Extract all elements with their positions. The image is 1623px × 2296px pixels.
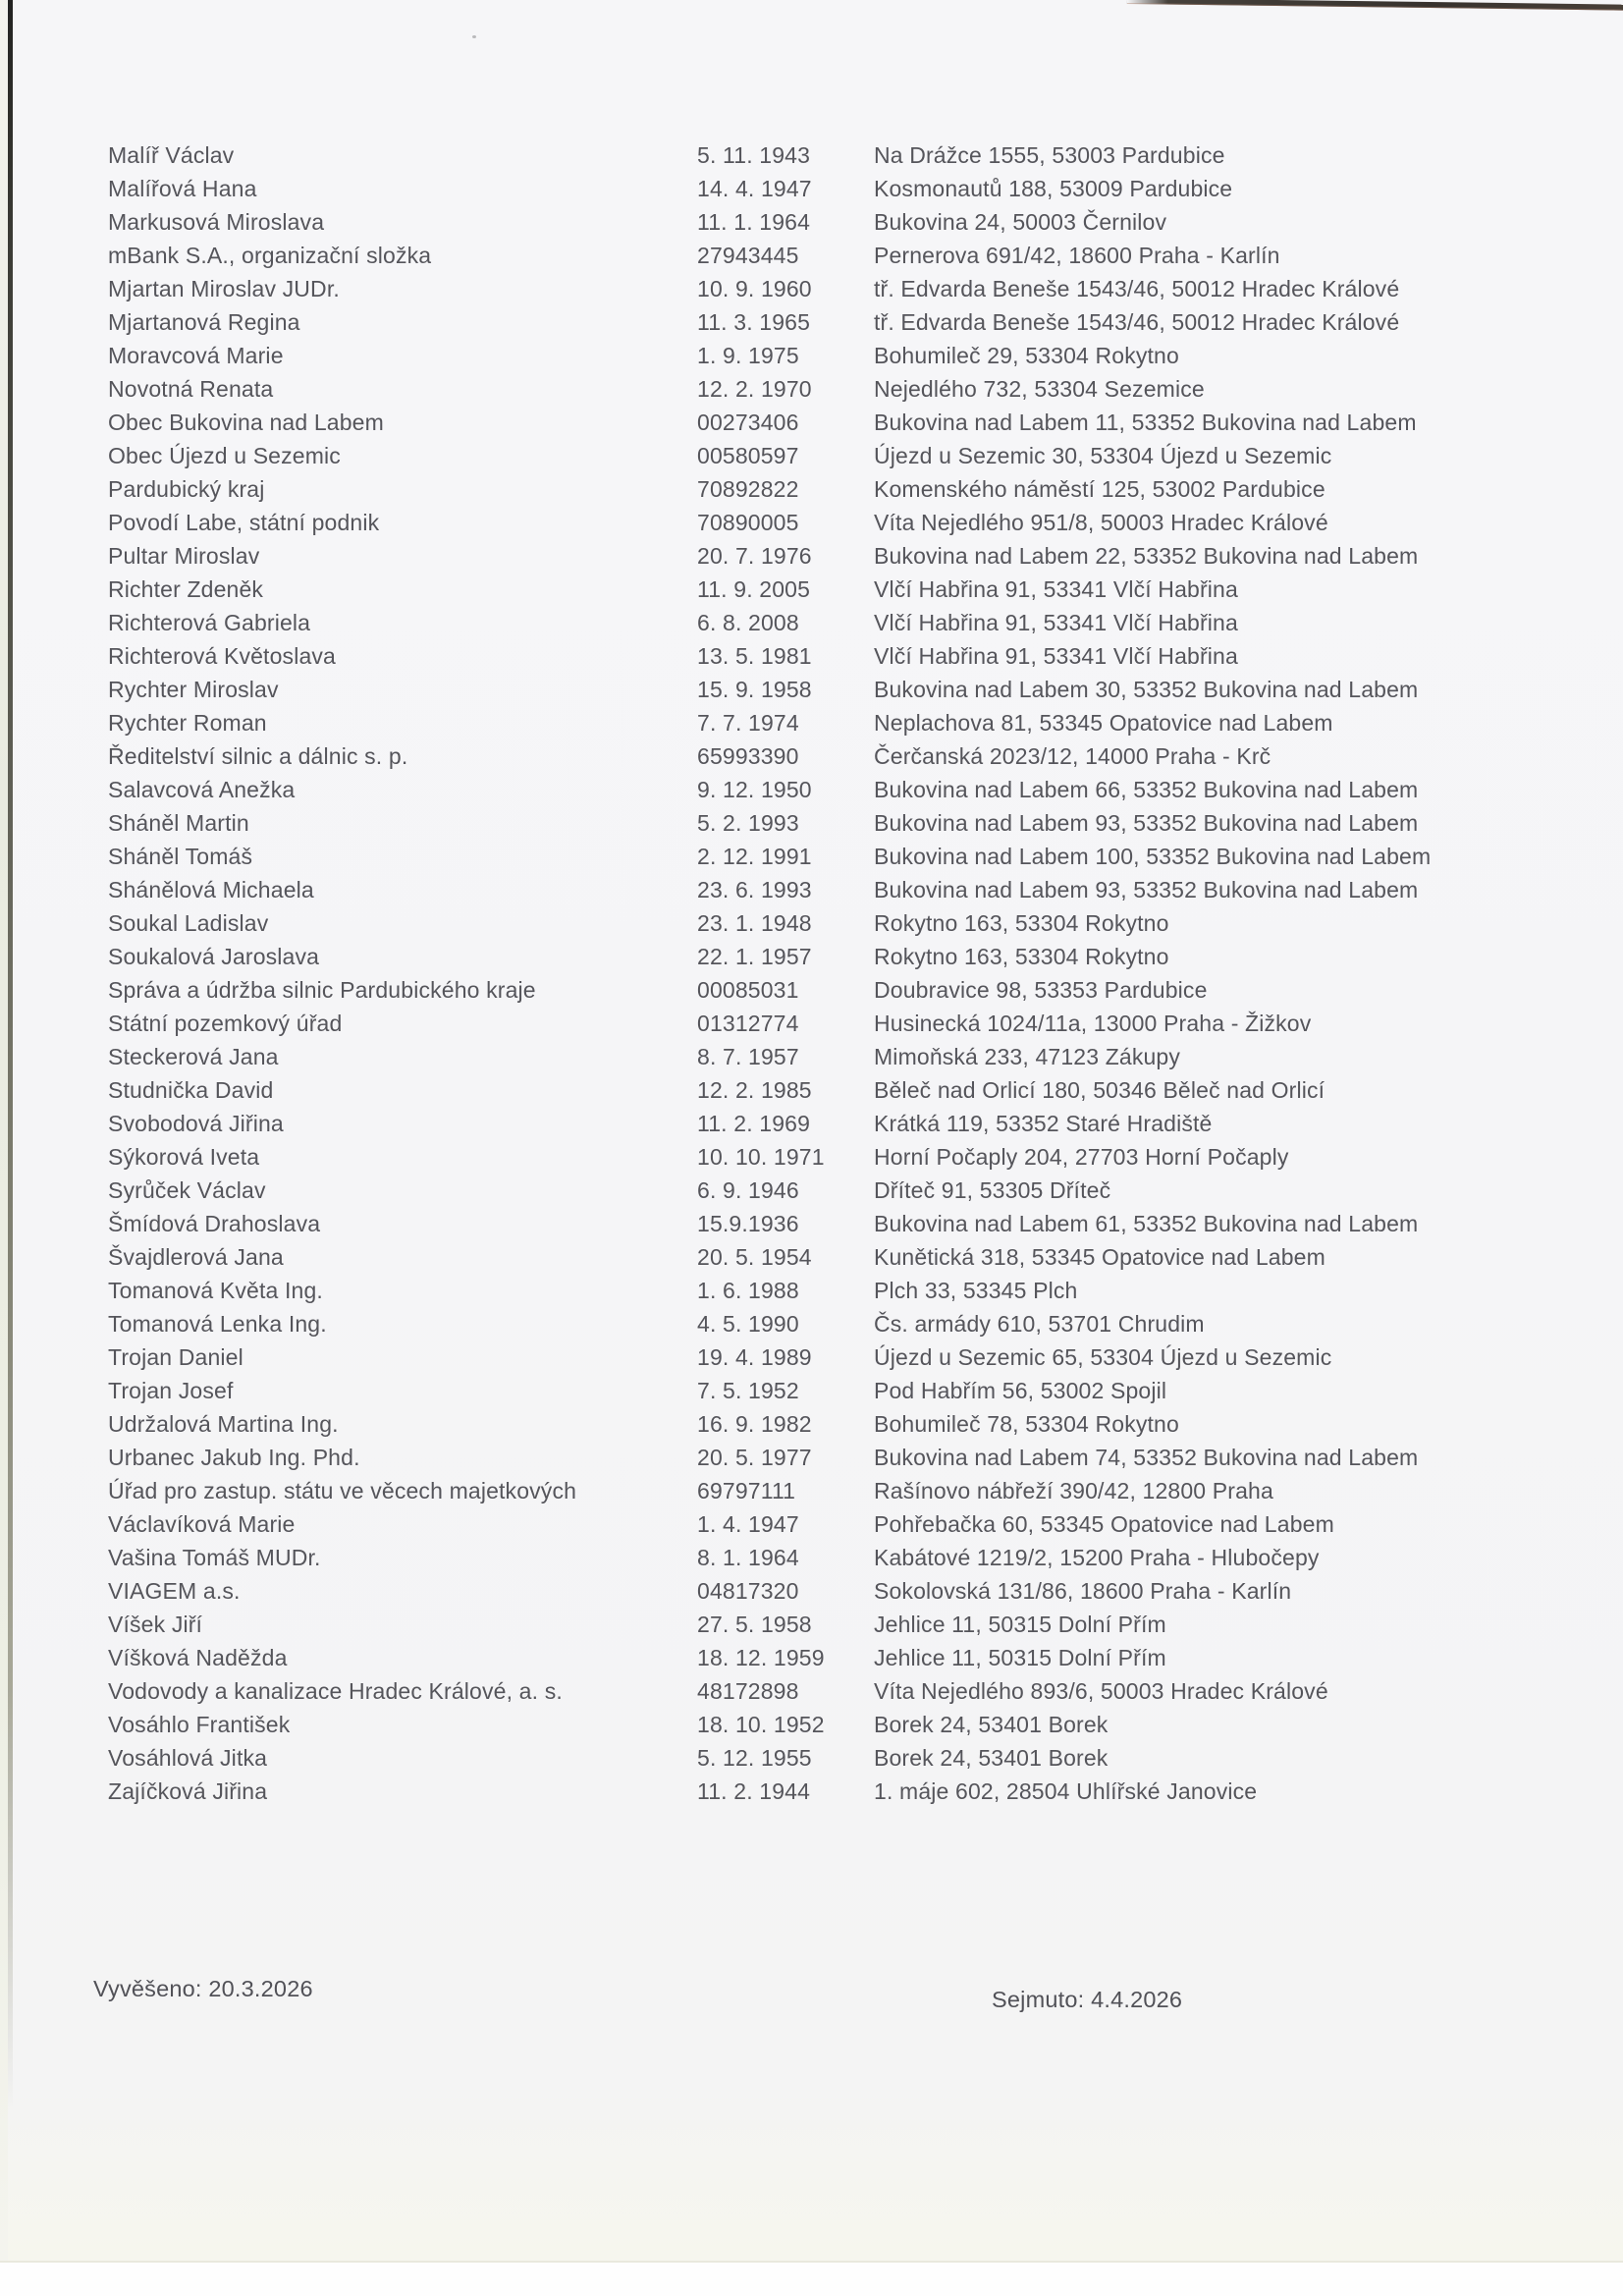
record-name: Udržalová Martina Ing. bbox=[108, 1411, 339, 1437]
record-row bbox=[0, 673, 1623, 706]
record-name: Trojan Josef bbox=[108, 1378, 234, 1403]
record-birthdate-or-ico: 48172898 bbox=[697, 1678, 799, 1704]
record-row bbox=[0, 806, 1623, 840]
record-address: Kabátové 1219/2, 15200 Praha - Hlubočepy bbox=[874, 1545, 1320, 1570]
record-name: Shánělová Michaela bbox=[108, 877, 314, 902]
record-row bbox=[0, 1775, 1623, 1808]
record-row bbox=[0, 1007, 1623, 1040]
record-address: Bukovina nad Labem 66, 53352 Bukovina nad Labem bbox=[874, 777, 1419, 802]
record-address: Plch 33, 53345 Plch bbox=[874, 1278, 1078, 1303]
record-birthdate-or-ico: 16. 9. 1982 bbox=[697, 1411, 812, 1437]
record-address: Újezd u Sezemic 65, 53304 Újezd u Sezemic bbox=[874, 1344, 1332, 1370]
record-address: Bukovina nad Labem 22, 53352 Bukovina nad Labem bbox=[874, 543, 1419, 569]
record-row bbox=[0, 272, 1623, 305]
record-name: Novotná Renata bbox=[108, 376, 274, 402]
record-address: Bukovina nad Labem 93, 53352 Bukovina nad Labem bbox=[874, 810, 1419, 836]
record-row bbox=[0, 172, 1623, 205]
record-row bbox=[0, 573, 1623, 606]
record-name: Tomanová Lenka Ing. bbox=[108, 1311, 327, 1337]
record-birthdate-or-ico: 19. 4. 1989 bbox=[697, 1344, 812, 1370]
record-birthdate-or-ico: 27. 5. 1958 bbox=[697, 1612, 812, 1637]
record-name: Sháněl Tomáš bbox=[108, 844, 253, 869]
record-birthdate-or-ico: 01312774 bbox=[697, 1011, 799, 1036]
record-birthdate-or-ico: 11. 1. 1964 bbox=[697, 209, 811, 235]
record-address: Pohřebačka 60, 53345 Opatovice nad Labem bbox=[874, 1511, 1334, 1537]
record-row bbox=[0, 439, 1623, 472]
record-name: Urbanec Jakub Ing. Phd. bbox=[108, 1445, 360, 1470]
record-address: Jehlice 11, 50315 Dolní Přím bbox=[874, 1612, 1166, 1637]
record-name: Malířová Hana bbox=[108, 176, 257, 201]
record-birthdate-or-ico: 6. 9. 1946 bbox=[697, 1177, 799, 1203]
record-birthdate-or-ico: 8. 1. 1964 bbox=[697, 1545, 799, 1570]
record-row bbox=[0, 1274, 1623, 1307]
record-birthdate-or-ico: 14. 4. 1947 bbox=[697, 176, 812, 201]
record-name: Mjartan Miroslav JUDr. bbox=[108, 276, 340, 301]
record-name: Studnička David bbox=[108, 1077, 274, 1103]
record-address: Běleč nad Orlicí 180, 50346 Běleč nad Orlicí bbox=[874, 1077, 1325, 1103]
record-row bbox=[0, 406, 1623, 439]
record-name: Rychter Miroslav bbox=[108, 677, 279, 702]
record-row bbox=[0, 1140, 1623, 1174]
scan-artifact-speck bbox=[472, 35, 476, 38]
record-address: Borek 24, 53401 Borek bbox=[874, 1745, 1109, 1771]
record-address: Pod Habřím 56, 53002 Spojil bbox=[874, 1378, 1167, 1403]
record-name: Obec Újezd u Sezemic bbox=[108, 443, 341, 468]
record-address: Víta Nejedlého 951/8, 50003 Hradec Králové bbox=[874, 510, 1328, 535]
record-name: Víšková Naděžda bbox=[108, 1645, 288, 1670]
record-birthdate-or-ico: 13. 5. 1981 bbox=[697, 643, 812, 669]
record-birthdate-or-ico: 04817320 bbox=[697, 1578, 799, 1604]
record-name: Státní pozemkový úřad bbox=[108, 1011, 343, 1036]
record-name: Richterová Gabriela bbox=[108, 610, 311, 635]
record-address: Víta Nejedlého 893/6, 50003 Hradec Králové bbox=[874, 1678, 1328, 1704]
record-address: Kosmonautů 188, 53009 Pardubice bbox=[874, 176, 1233, 201]
record-name: Pardubický kraj bbox=[108, 476, 265, 502]
record-address: Bukovina nad Labem 93, 53352 Bukovina nad Labem bbox=[874, 877, 1419, 902]
record-row bbox=[0, 940, 1623, 973]
record-name: Syrůček Václav bbox=[108, 1177, 266, 1203]
record-birthdate-or-ico: 15. 9. 1958 bbox=[697, 677, 812, 702]
record-name: Richter Zdeněk bbox=[108, 576, 264, 602]
record-address: Rokytno 163, 53304 Rokytno bbox=[874, 944, 1169, 969]
record-birthdate-or-ico: 12. 2. 1970 bbox=[697, 376, 812, 402]
record-row bbox=[0, 1608, 1623, 1641]
record-address: Rašínovo nábřeží 390/42, 12800 Praha bbox=[874, 1478, 1273, 1503]
record-row bbox=[0, 706, 1623, 739]
record-birthdate-or-ico: 18. 12. 1959 bbox=[697, 1645, 825, 1670]
record-name: Sháněl Martin bbox=[108, 810, 249, 836]
record-address: Doubravice 98, 53353 Pardubice bbox=[874, 977, 1208, 1003]
record-row bbox=[0, 639, 1623, 673]
record-row bbox=[0, 773, 1623, 806]
record-name: Vosáhlová Jitka bbox=[108, 1745, 268, 1771]
record-row bbox=[0, 539, 1623, 573]
record-birthdate-or-ico: 1. 6. 1988 bbox=[697, 1278, 799, 1303]
record-address: Bukovina nad Labem 61, 53352 Bukovina nad Labem bbox=[874, 1211, 1419, 1236]
record-address: Čs. armády 610, 53701 Chrudim bbox=[874, 1311, 1205, 1337]
record-name: Soukalová Jaroslava bbox=[108, 944, 320, 969]
record-birthdate-or-ico: 23. 6. 1993 bbox=[697, 877, 812, 902]
record-address: 1. máje 602, 28504 Uhlířské Janovice bbox=[874, 1778, 1258, 1804]
record-birthdate-or-ico: 20. 5. 1954 bbox=[697, 1244, 812, 1270]
record-name: Švajdlerová Jana bbox=[108, 1244, 284, 1270]
record-row bbox=[0, 205, 1623, 239]
record-address: Borek 24, 53401 Borek bbox=[874, 1712, 1109, 1737]
record-address: Dříteč 91, 53305 Dříteč bbox=[874, 1177, 1111, 1203]
record-name: Ředitelství silnic a dálnic s. p. bbox=[108, 743, 408, 769]
record-birthdate-or-ico: 12. 2. 1985 bbox=[697, 1077, 812, 1103]
record-row bbox=[0, 1307, 1623, 1340]
record-name: Vašina Tomáš MUDr. bbox=[108, 1545, 321, 1570]
record-address: Mimoňská 233, 47123 Zákupy bbox=[874, 1044, 1181, 1069]
record-address: Bukovina nad Labem 74, 53352 Bukovina nad Labem bbox=[874, 1445, 1419, 1470]
scanner-background bbox=[0, 2263, 1623, 2296]
record-address: Nejedlého 732, 53304 Sezemice bbox=[874, 376, 1205, 402]
record-name: Víšek Jiří bbox=[108, 1612, 203, 1637]
record-birthdate-or-ico: 15.9.1936 bbox=[697, 1211, 799, 1236]
record-birthdate-or-ico: 11. 3. 1965 bbox=[697, 309, 811, 335]
record-birthdate-or-ico: 5. 11. 1943 bbox=[697, 142, 811, 168]
record-row bbox=[0, 1407, 1623, 1441]
record-name: VIAGEM a.s. bbox=[108, 1578, 241, 1604]
record-name: Trojan Daniel bbox=[108, 1344, 243, 1370]
record-birthdate-or-ico: 7. 5. 1952 bbox=[697, 1378, 799, 1403]
footer bbox=[0, 1976, 1623, 2035]
record-birthdate-or-ico: 69797111 bbox=[697, 1478, 796, 1503]
record-row bbox=[0, 1507, 1623, 1541]
record-address: tř. Edvarda Beneše 1543/46, 50012 Hradec Králové bbox=[874, 276, 1400, 301]
record-address: Jehlice 11, 50315 Dolní Přím bbox=[874, 1645, 1166, 1670]
record-birthdate-or-ico: 5. 12. 1955 bbox=[697, 1745, 812, 1771]
record-name: Šmídová Drahoslava bbox=[108, 1211, 321, 1236]
record-address: Bukovina nad Labem 11, 53352 Bukovina nad Labem bbox=[874, 410, 1417, 435]
record-row bbox=[0, 973, 1623, 1007]
record-row bbox=[0, 906, 1623, 940]
record-row bbox=[0, 1240, 1623, 1274]
removed-date: Sejmuto: 4.4.2026 bbox=[992, 1987, 1183, 2012]
record-birthdate-or-ico: 65993390 bbox=[697, 743, 799, 769]
record-row bbox=[0, 1107, 1623, 1140]
record-name: Zajíčková Jiřina bbox=[108, 1778, 268, 1804]
record-birthdate-or-ico: 11. 9. 2005 bbox=[697, 576, 811, 602]
record-address: Komenského náměstí 125, 53002 Pardubice bbox=[874, 476, 1325, 502]
record-address: tř. Edvarda Beneše 1543/46, 50012 Hradec Králové bbox=[874, 309, 1400, 335]
posted-date: Vyvěšeno: 20.3.2026 bbox=[93, 1976, 313, 2001]
record-name: Sýkorová Iveta bbox=[108, 1144, 260, 1170]
record-name: Soukal Ladislav bbox=[108, 910, 269, 936]
record-row bbox=[0, 372, 1623, 406]
record-birthdate-or-ico: 11. 2. 1969 bbox=[697, 1111, 811, 1136]
record-name: Správa a údržba silnic Pardubického kraje bbox=[108, 977, 536, 1003]
record-row bbox=[0, 840, 1623, 873]
record-birthdate-or-ico: 20. 7. 1976 bbox=[697, 543, 812, 569]
record-address: Vlčí Habřina 91, 53341 Vlčí Habřina bbox=[874, 643, 1238, 669]
record-address: Bohumileč 78, 53304 Rokytno bbox=[874, 1411, 1179, 1437]
record-name: Mjartanová Regina bbox=[108, 309, 300, 335]
record-birthdate-or-ico: 00085031 bbox=[697, 977, 799, 1003]
record-row bbox=[0, 1374, 1623, 1407]
record-name: Markusová Miroslava bbox=[108, 209, 325, 235]
record-row bbox=[0, 606, 1623, 639]
record-address: Čerčanská 2023/12, 14000 Praha - Krč bbox=[874, 743, 1271, 769]
record-birthdate-or-ico: 1. 9. 1975 bbox=[697, 343, 799, 368]
record-name: Svobodová Jiřina bbox=[108, 1111, 284, 1136]
record-row bbox=[0, 339, 1623, 372]
record-birthdate-or-ico: 4. 5. 1990 bbox=[697, 1311, 799, 1337]
record-row bbox=[0, 1073, 1623, 1107]
record-name: Povodí Labe, státní podnik bbox=[108, 510, 380, 535]
record-name: Malíř Václav bbox=[108, 142, 235, 168]
records-list bbox=[0, 138, 1623, 1808]
record-name: Moravcová Marie bbox=[108, 343, 284, 368]
record-address: Pernerova 691/42, 18600 Praha - Karlín bbox=[874, 243, 1280, 268]
record-birthdate-or-ico: 10. 10. 1971 bbox=[697, 1144, 825, 1170]
record-row bbox=[0, 138, 1623, 172]
record-birthdate-or-ico: 00273406 bbox=[697, 410, 799, 435]
record-row bbox=[0, 1641, 1623, 1674]
record-row bbox=[0, 1340, 1623, 1374]
record-address: Krátká 119, 53352 Staré Hradiště bbox=[874, 1111, 1213, 1136]
record-name: Pultar Miroslav bbox=[108, 543, 260, 569]
record-birthdate-or-ico: 5. 2. 1993 bbox=[697, 810, 799, 836]
record-row bbox=[0, 1541, 1623, 1574]
record-birthdate-or-ico: 00580597 bbox=[697, 443, 799, 468]
record-row bbox=[0, 305, 1623, 339]
record-birthdate-or-ico: 27943445 bbox=[697, 243, 799, 268]
record-name: Úřad pro zastup. státu ve věcech majetkových bbox=[108, 1478, 577, 1503]
record-birthdate-or-ico: 20. 5. 1977 bbox=[697, 1445, 812, 1470]
record-row bbox=[0, 1040, 1623, 1073]
record-address: Neplachova 81, 53345 Opatovice nad Labem bbox=[874, 710, 1333, 736]
record-row bbox=[0, 1174, 1623, 1207]
record-row bbox=[0, 239, 1623, 272]
record-row bbox=[0, 1207, 1623, 1240]
record-birthdate-or-ico: 2. 12. 1991 bbox=[697, 844, 812, 869]
record-address: Kunětická 318, 53345 Opatovice nad Labem bbox=[874, 1244, 1325, 1270]
record-address: Vlčí Habřina 91, 53341 Vlčí Habřina bbox=[874, 576, 1238, 602]
record-address: Vlčí Habřina 91, 53341 Vlčí Habřina bbox=[874, 610, 1238, 635]
record-address: Husinecká 1024/11a, 13000 Praha - Žižkov bbox=[874, 1011, 1312, 1036]
record-birthdate-or-ico: 18. 10. 1952 bbox=[697, 1712, 825, 1737]
record-name: Václavíková Marie bbox=[108, 1511, 296, 1537]
record-birthdate-or-ico: 7. 7. 1974 bbox=[697, 710, 799, 736]
record-address: Újezd u Sezemic 30, 53304 Újezd u Sezemic bbox=[874, 443, 1332, 468]
record-birthdate-or-ico: 70890005 bbox=[697, 510, 799, 535]
record-birthdate-or-ico: 8. 7. 1957 bbox=[697, 1044, 799, 1069]
record-row bbox=[0, 873, 1623, 906]
record-name: Richterová Květoslava bbox=[108, 643, 336, 669]
record-address: Rokytno 163, 53304 Rokytno bbox=[874, 910, 1169, 936]
record-row bbox=[0, 1574, 1623, 1608]
record-birthdate-or-ico: 1. 4. 1947 bbox=[697, 1511, 799, 1537]
record-birthdate-or-ico: 23. 1. 1948 bbox=[697, 910, 812, 936]
record-row bbox=[0, 506, 1623, 539]
record-address: Bukovina 24, 50003 Černilov bbox=[874, 209, 1167, 235]
record-birthdate-or-ico: 70892822 bbox=[697, 476, 799, 502]
record-address: Na Drážce 1555, 53003 Pardubice bbox=[874, 142, 1225, 168]
record-birthdate-or-ico: 9. 12. 1950 bbox=[697, 777, 812, 802]
record-address: Sokolovská 131/86, 18600 Praha - Karlín bbox=[874, 1578, 1292, 1604]
record-name: Vosáhlo František bbox=[108, 1712, 291, 1737]
record-row bbox=[0, 1441, 1623, 1474]
record-name: Vodovody a kanalizace Hradec Králové, a. s. bbox=[108, 1678, 563, 1704]
record-name: Steckerová Jana bbox=[108, 1044, 279, 1069]
record-address: Bukovina nad Labem 100, 53352 Bukovina nad Labem bbox=[874, 844, 1432, 869]
record-address: Bukovina nad Labem 30, 53352 Bukovina nad Labem bbox=[874, 677, 1419, 702]
record-address: Horní Počaply 204, 27703 Horní Počaply bbox=[874, 1144, 1289, 1170]
record-row bbox=[0, 1708, 1623, 1741]
record-address: Bohumileč 29, 53304 Rokytno bbox=[874, 343, 1179, 368]
record-row bbox=[0, 472, 1623, 506]
record-name: mBank S.A., organizační složka bbox=[108, 243, 432, 268]
record-birthdate-or-ico: 6. 8. 2008 bbox=[697, 610, 799, 635]
record-row bbox=[0, 1474, 1623, 1507]
record-birthdate-or-ico: 22. 1. 1957 bbox=[697, 944, 812, 969]
record-birthdate-or-ico: 11. 2. 1944 bbox=[697, 1778, 811, 1804]
record-name: Salavcová Anežka bbox=[108, 777, 296, 802]
record-birthdate-or-ico: 10. 9. 1960 bbox=[697, 276, 812, 301]
record-row bbox=[0, 739, 1623, 773]
record-name: Rychter Roman bbox=[108, 710, 267, 736]
record-row bbox=[0, 1674, 1623, 1708]
record-row bbox=[0, 1741, 1623, 1775]
record-name: Obec Bukovina nad Labem bbox=[108, 410, 384, 435]
record-name: Tomanová Květa Ing. bbox=[108, 1278, 323, 1303]
